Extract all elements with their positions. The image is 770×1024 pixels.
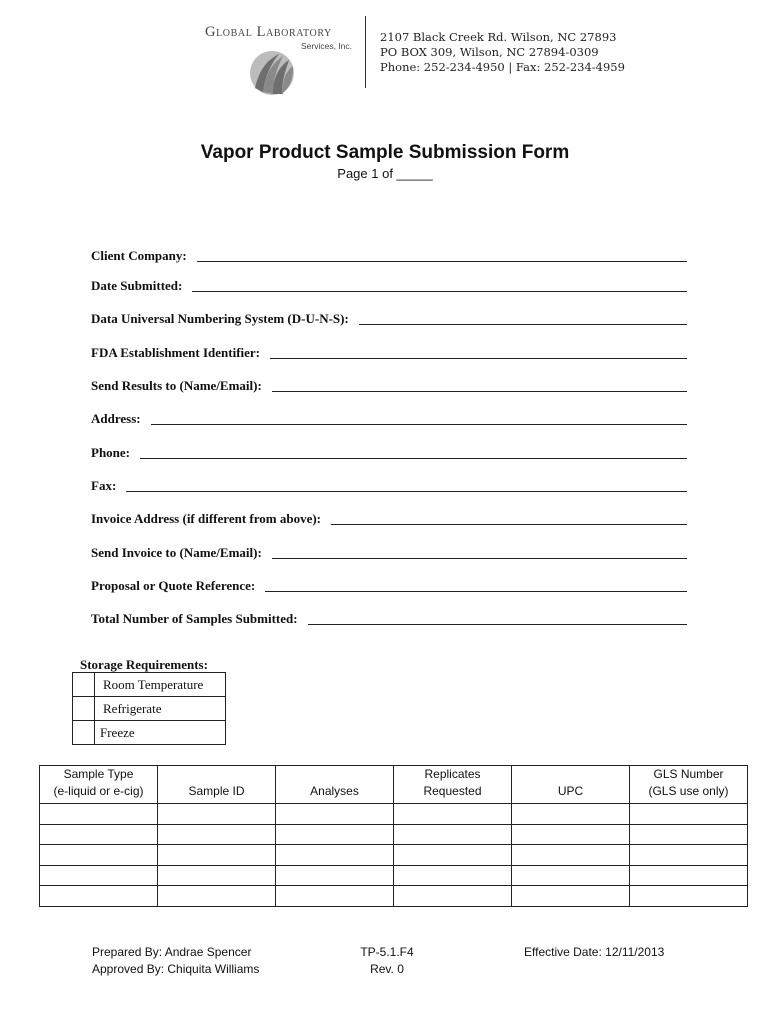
field-input-line[interactable]	[270, 347, 687, 359]
table-cell[interactable]	[40, 886, 158, 907]
doc-code: TP-5.1.F4	[360, 945, 414, 959]
table-cell[interactable]	[512, 824, 630, 845]
field-label: Invoice Address (if different from above):	[91, 511, 322, 526]
table-cell[interactable]	[630, 886, 748, 907]
col-header-upc: UPC	[512, 766, 630, 804]
storage-title: Storage Requirements:	[80, 657, 208, 672]
address-line: PO BOX 309, Wilson, NC 27894-0309	[380, 45, 599, 59]
company-name: Global Laboratory	[205, 24, 332, 40]
storage-option-label: Room Temperature	[95, 673, 226, 697]
table-row	[40, 824, 748, 845]
col-header-sample-type: Sample Type (e-liquid or e-cig)	[40, 766, 158, 804]
storage-option-label: Freeze	[95, 721, 226, 745]
company-logo	[205, 22, 355, 94]
table-cell[interactable]	[512, 804, 630, 825]
col-header-analyses: Analyses	[276, 766, 394, 804]
field-fda-identifier[interactable]	[91, 341, 687, 361]
table-cell[interactable]	[158, 804, 276, 825]
field-label: FDA Establishment Identifier:	[91, 345, 260, 360]
field-date-submitted[interactable]	[91, 274, 687, 294]
col-header-sample-id: Sample ID	[158, 766, 276, 804]
field-input-line[interactable]	[308, 613, 687, 625]
footer-authors	[92, 944, 259, 978]
field-label: Data Universal Numbering System (D-U-N-S):	[91, 311, 349, 326]
table-cell[interactable]	[40, 865, 158, 886]
table-cell[interactable]	[394, 886, 512, 907]
field-client-company[interactable]	[91, 244, 687, 264]
contact-line: Phone: 252-234-4950 | Fax: 252-234-4959	[380, 60, 625, 74]
field-send-results[interactable]	[91, 374, 687, 394]
company-subname: Services, Inc.	[301, 41, 353, 51]
table-row	[40, 865, 748, 886]
header-divider	[365, 16, 366, 88]
field-label: Send Results to (Name/Email):	[91, 378, 262, 393]
field-phone[interactable]	[91, 441, 687, 461]
table-cell[interactable]	[394, 845, 512, 866]
col-header-gls-number: GLS Number (GLS use only)	[630, 766, 748, 804]
field-label: Fax:	[91, 478, 117, 493]
table-cell[interactable]	[630, 824, 748, 845]
field-quote-reference[interactable]	[91, 574, 687, 594]
field-input-line[interactable]	[140, 447, 687, 459]
prepared-by: Prepared By: Andrae Spencer	[92, 945, 252, 959]
storage-option-label: Refrigerate	[95, 697, 226, 721]
field-input-line[interactable]	[272, 547, 687, 559]
table-cell[interactable]	[394, 804, 512, 825]
table-cell[interactable]	[40, 824, 158, 845]
field-input-line[interactable]	[192, 280, 687, 292]
field-input-line[interactable]	[197, 250, 687, 262]
table-cell[interactable]	[630, 804, 748, 825]
field-duns[interactable]	[91, 307, 687, 327]
table-row	[40, 804, 748, 825]
storage-options-table	[72, 672, 226, 745]
footer-effective	[524, 944, 664, 961]
field-input-line[interactable]	[151, 413, 687, 425]
field-input-line[interactable]	[331, 513, 687, 525]
table-cell[interactable]	[276, 804, 394, 825]
field-input-line[interactable]	[265, 580, 687, 592]
samples-table	[39, 765, 748, 907]
field-address[interactable]	[91, 407, 687, 427]
revision: Rev. 0	[370, 962, 404, 976]
field-input-line[interactable]	[272, 380, 687, 392]
field-send-invoice[interactable]	[91, 541, 687, 561]
field-label: Date Submitted:	[91, 278, 183, 293]
table-cell[interactable]	[512, 845, 630, 866]
table-cell[interactable]	[512, 865, 630, 886]
field-label: Proposal or Quote Reference:	[91, 578, 256, 593]
field-total-samples[interactable]	[91, 607, 687, 627]
storage-option-row	[73, 697, 226, 721]
storage-option-row	[73, 721, 226, 745]
table-cell[interactable]	[276, 845, 394, 866]
field-label: Client Company:	[91, 248, 187, 263]
table-cell[interactable]	[512, 886, 630, 907]
form-title: Vapor Product Sample Submission Form	[200, 142, 570, 163]
table-cell[interactable]	[394, 824, 512, 845]
table-cell[interactable]	[630, 865, 748, 886]
samples-header-row	[40, 766, 748, 804]
storage-option-row	[73, 673, 226, 697]
field-label: Send Invoice to (Name/Email):	[91, 545, 262, 560]
approved-by: Approved By: Chiquita Williams	[92, 962, 260, 976]
field-label: Address:	[91, 411, 141, 426]
table-cell[interactable]	[40, 804, 158, 825]
table-cell[interactable]	[158, 865, 276, 886]
logo-shell-icon	[249, 50, 295, 96]
table-row	[40, 845, 748, 866]
field-fax[interactable]	[91, 474, 687, 494]
table-cell[interactable]	[158, 824, 276, 845]
company-address	[380, 30, 625, 75]
table-cell[interactable]	[276, 824, 394, 845]
table-cell[interactable]	[394, 865, 512, 886]
storage-checkbox[interactable]	[73, 697, 95, 721]
storage-checkbox[interactable]	[73, 721, 95, 745]
table-cell[interactable]	[158, 845, 276, 866]
table-cell[interactable]	[630, 845, 748, 866]
table-row	[40, 886, 748, 907]
field-invoice-address[interactable]	[91, 507, 687, 527]
table-cell[interactable]	[40, 845, 158, 866]
page-count: Page 1 of _____	[337, 166, 433, 181]
effective-date: Effective Date: 12/11/2013	[524, 945, 665, 959]
field-label: Phone:	[91, 445, 130, 460]
address-line: 2107 Black Creek Rd. Wilson, NC 27893	[380, 30, 617, 44]
col-header-replicates: Replicates Requested	[394, 766, 512, 804]
table-cell[interactable]	[276, 886, 394, 907]
table-cell[interactable]	[276, 865, 394, 886]
samples-body	[40, 804, 748, 907]
storage-checkbox[interactable]	[73, 673, 95, 697]
field-label: Total Number of Samples Submitted:	[91, 611, 298, 626]
footer-doc-id	[357, 944, 417, 978]
field-input-line[interactable]	[359, 313, 687, 325]
table-cell[interactable]	[158, 886, 276, 907]
field-input-line[interactable]	[126, 480, 687, 492]
